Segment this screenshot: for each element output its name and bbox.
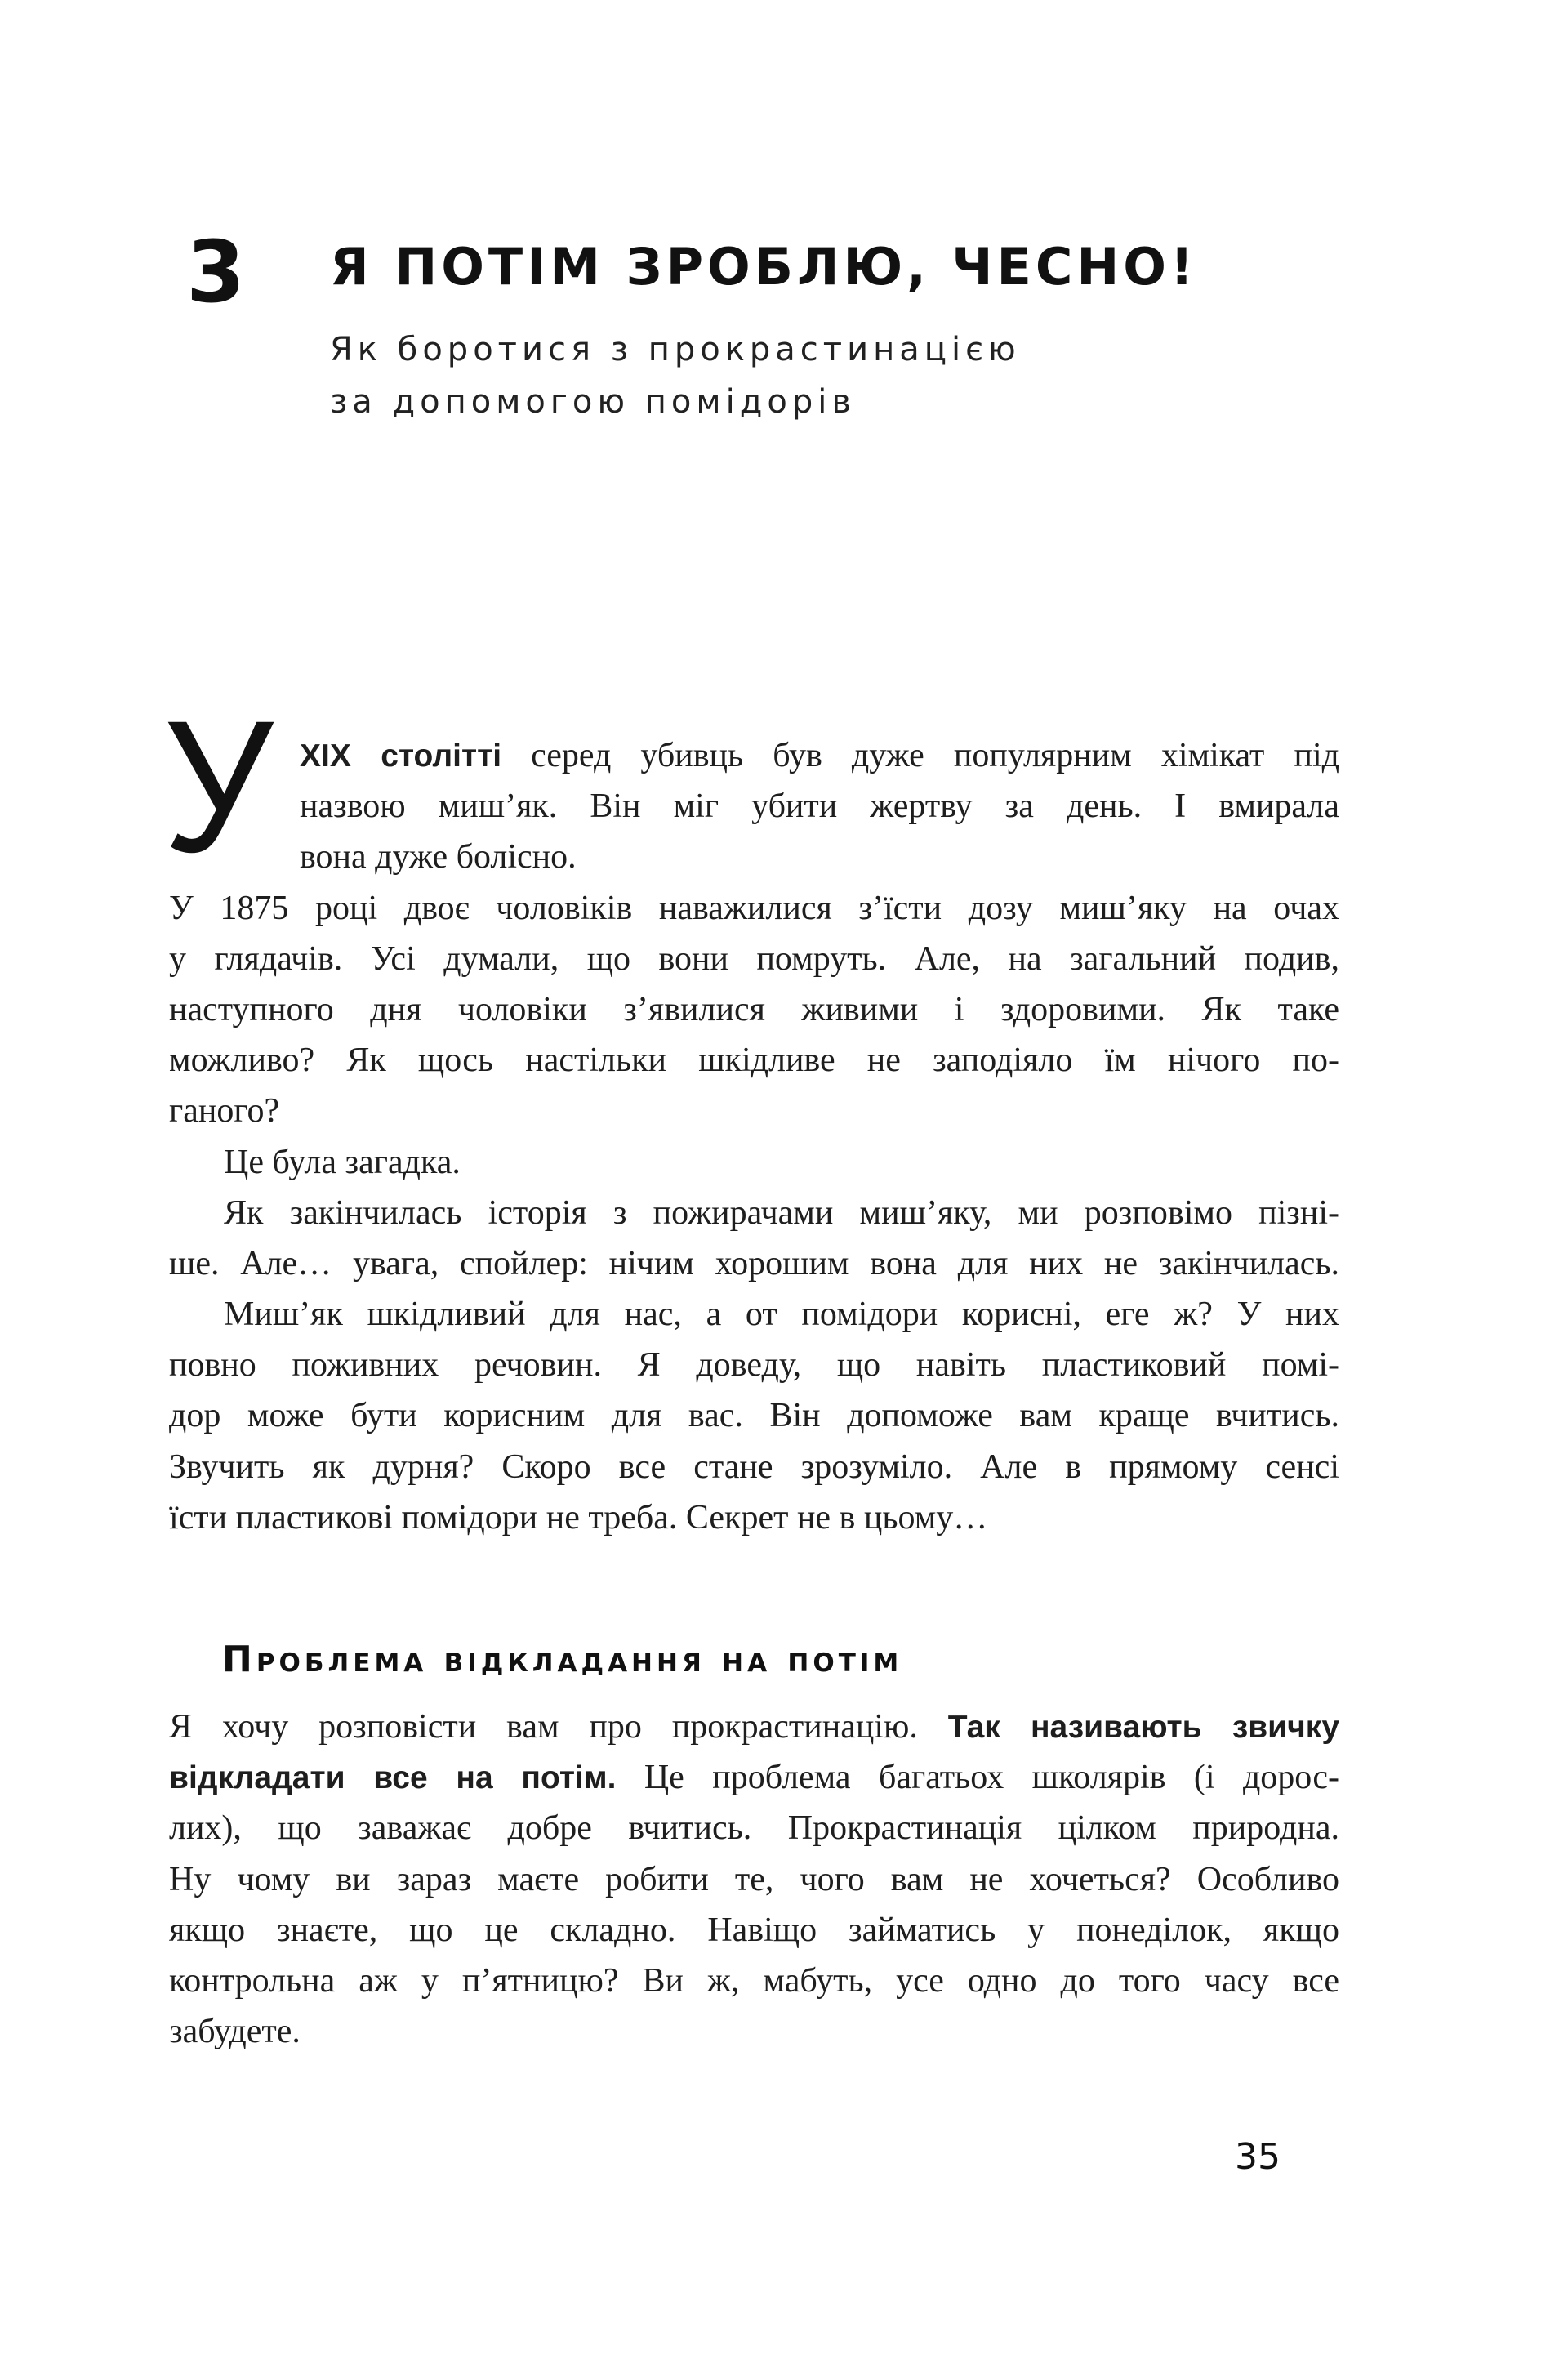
text: Я хочу розповісти вам про прокрастинацію. bbox=[169, 1708, 948, 1746]
chapter-title: Я ПОТІМ ЗРОБЛЮ, ЧЕСНО! bbox=[330, 237, 1198, 297]
chapter-subtitle bbox=[330, 323, 1021, 428]
section-heading: Проблема відкладання на потім bbox=[222, 1639, 903, 1680]
text-line: вона дуже болісно. bbox=[300, 838, 577, 876]
bold-text: Так називають звичку bbox=[947, 1710, 1339, 1745]
text-line: Звучить як дурня? Скоро все стане зрозуміло. Але в прямому сенсі bbox=[169, 1447, 1339, 1486]
text-line bbox=[300, 730, 1339, 781]
text-line: Ну чому ви зараз маєте робити те, чого вам не хочеться? Особливо bbox=[169, 1860, 1339, 1898]
text-line: ганого? bbox=[169, 1092, 280, 1131]
section-text bbox=[169, 1702, 1339, 2057]
text-line: наступного дня чоловіки з’явилися живими і здоровими. Як таке bbox=[169, 990, 1339, 1028]
drop-cap: У bbox=[163, 681, 274, 891]
text-line: У 1875 році двоє чоловіків наважилися з’їсти дозу миш’яку на очах bbox=[169, 889, 1339, 927]
text-line: у глядачів. Усі думали, що вони помруть. Але, на загальний подив, bbox=[169, 939, 1339, 978]
page-number: 35 bbox=[1235, 2136, 1281, 2178]
text: Це проблема багатьох школярів (і дорос- bbox=[616, 1759, 1339, 1797]
text-line: можливо? Як щось настільки шкідливе не заподіяло їм нічого по- bbox=[169, 1041, 1339, 1080]
text-line: назвою миш’як. Він міг убити жертву за день. І вмирала bbox=[300, 787, 1339, 826]
text-line: Як закінчилась історія з пожирачами миш’яку, ми розповімо пізні- bbox=[224, 1193, 1339, 1232]
bold-text: XIX столітті bbox=[300, 738, 502, 774]
text-line: контрольна аж у п’ятницю? Ви ж, мабуть, усе одно до того часу все bbox=[169, 1961, 1339, 2000]
chapter-number: 3 bbox=[186, 222, 246, 322]
bold-text: відкладати все на потім. bbox=[169, 1760, 617, 1796]
text: серед убивць був дуже популярним хімікат під bbox=[501, 737, 1339, 774]
text-line: якщо знаєте, що це складно. Навіщо займатись у понеділок, якщо bbox=[169, 1911, 1339, 1949]
intro-text bbox=[169, 730, 1339, 1543]
text-line: ше. Але… увага, спойлер: нічим хорошим вона для них не закінчилась. bbox=[169, 1244, 1339, 1282]
text-line: Це була загадка. bbox=[224, 1143, 461, 1181]
subtitle-line: Як боротися з прокрастинацією bbox=[330, 331, 1021, 368]
text-line: забудете. bbox=[169, 2013, 301, 2051]
text-line bbox=[169, 1752, 1339, 1803]
text-line: повно поживних речовин. Я доведу, що навіть пластиковий помі- bbox=[169, 1346, 1339, 1385]
subtitle-line: за допомогою помідорів bbox=[330, 383, 856, 421]
text-line bbox=[169, 1702, 1339, 1752]
text-line: дор може бути корисним для вас. Він допоможе вам краще вчитись. bbox=[169, 1397, 1339, 1435]
text-line: їсти пластикові помідори не треба. Секрет не в цьому… bbox=[169, 1498, 988, 1537]
text-line: лих), що заважає добре вчитись. Прокрастинація цілком природна. bbox=[169, 1809, 1339, 1848]
text-line: Миш’як шкідливий для нас, а от помідори корисні, еге ж? У них bbox=[224, 1296, 1339, 1334]
